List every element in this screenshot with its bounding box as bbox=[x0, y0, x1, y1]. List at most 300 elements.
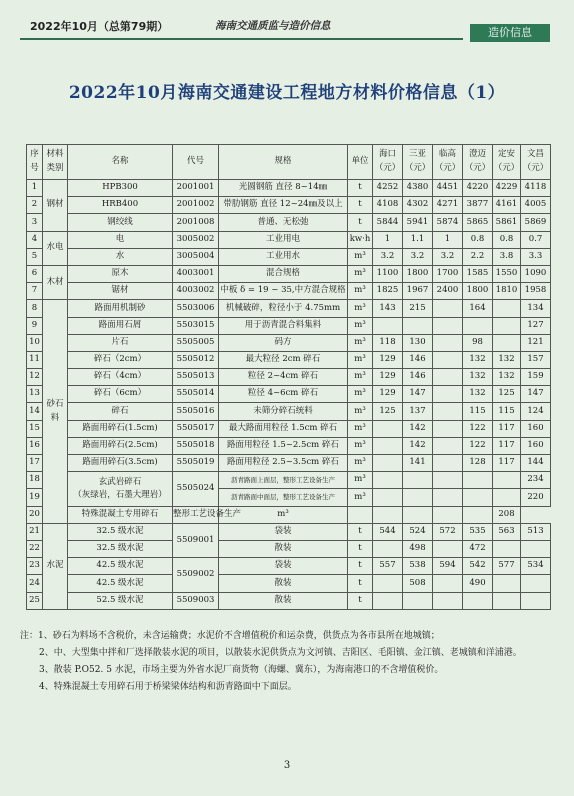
row-unit: m³ bbox=[348, 455, 373, 472]
row-seq: 19 bbox=[27, 489, 43, 506]
row-spec: 沥青路面中面层，整形工艺设备生产 bbox=[219, 489, 348, 506]
price-haikou bbox=[373, 455, 403, 472]
price-haikou: 129 bbox=[373, 386, 403, 403]
price-sanya bbox=[403, 317, 433, 334]
table-row bbox=[27, 506, 551, 523]
row-spec: 最大粒径 2cm 碎石 bbox=[219, 351, 348, 368]
price-dingan: 117 bbox=[493, 455, 521, 472]
price-wenchang: 124 bbox=[521, 403, 551, 420]
row-name: 片石 bbox=[68, 334, 173, 351]
table-row bbox=[27, 231, 551, 248]
row-unit: m³ bbox=[348, 300, 373, 317]
price-chengmai: 115 bbox=[463, 403, 493, 420]
price-wenchang: 121 bbox=[521, 334, 551, 351]
table-row bbox=[27, 197, 551, 214]
price-sanya: 538 bbox=[403, 558, 433, 575]
table-row bbox=[27, 523, 551, 540]
row-spec: 袋装 bbox=[219, 558, 348, 575]
row-unit: m³ bbox=[348, 351, 373, 368]
price-dingan: 5861 bbox=[493, 214, 521, 231]
table-row bbox=[27, 386, 551, 403]
row-seq: 3 bbox=[27, 214, 43, 231]
row-name: 碎石 bbox=[68, 403, 173, 420]
price-sanya: 3.2 bbox=[403, 248, 433, 265]
price-chengmai: 490 bbox=[463, 575, 493, 592]
col-unit: 单位 bbox=[348, 145, 373, 180]
row-code: 2001001 bbox=[173, 180, 219, 197]
price-chengmai: 98 bbox=[463, 334, 493, 351]
price-haikou: 3.2 bbox=[373, 248, 403, 265]
row-name: 路面用石屑 bbox=[68, 317, 173, 334]
table-row bbox=[27, 214, 551, 231]
price-chengmai: 472 bbox=[463, 540, 493, 557]
price-haikou: 1100 bbox=[373, 265, 403, 282]
price-dingan: 117 bbox=[493, 437, 521, 454]
price-lingao bbox=[433, 386, 463, 403]
price-chengmai bbox=[463, 592, 493, 609]
row-name-line2: （灰绿岩，石墨大理岩） bbox=[73, 489, 167, 500]
category-cell: 木材 bbox=[43, 265, 68, 299]
page-header bbox=[0, 0, 574, 42]
row-spec: 用于沥青混合料集料 bbox=[219, 317, 348, 334]
price-lingao bbox=[433, 437, 463, 454]
table-row bbox=[27, 558, 551, 575]
row-spec: 普通、无松弛 bbox=[219, 214, 348, 231]
row-unit: m³ bbox=[348, 369, 373, 386]
price-chengmai: 3877 bbox=[463, 197, 493, 214]
price-wenchang: 157 bbox=[521, 351, 551, 368]
col-haikou: 海口（元） bbox=[373, 145, 403, 180]
section-tag: 造价信息 bbox=[470, 24, 550, 42]
row-spec: 光圆钢筋 直径 8~14㎜ bbox=[219, 180, 348, 197]
row-unit: m³ bbox=[348, 472, 373, 489]
price-chengmai: 164 bbox=[463, 300, 493, 317]
price-dingan: 125 bbox=[493, 386, 521, 403]
row-seq: 9 bbox=[27, 317, 43, 334]
price-haikou bbox=[373, 420, 403, 437]
row-code: 5505018 bbox=[173, 437, 219, 454]
price-lingao bbox=[433, 592, 463, 609]
price-sanya: 141 bbox=[403, 455, 433, 472]
row-spec: 码方 bbox=[219, 334, 348, 351]
price-sanya: 4380 bbox=[403, 180, 433, 197]
row-unit: kw·h bbox=[348, 231, 373, 248]
row-spec: 整形工艺设备生产 bbox=[173, 506, 219, 523]
price-lingao: 4451 bbox=[433, 180, 463, 197]
note-1: 注：1、砂石为料场不含税价，未含运输费；水泥价不含增值税价和运杂费，供货点为各市县所在地城镇； bbox=[20, 631, 440, 641]
row-seq: 12 bbox=[27, 369, 43, 386]
price-wenchang: 127 bbox=[521, 317, 551, 334]
row-seq: 5 bbox=[27, 248, 43, 265]
price-haikou: 129 bbox=[373, 369, 403, 386]
row-spec: 散装 bbox=[219, 575, 348, 592]
price-dingan bbox=[463, 506, 493, 523]
table-row bbox=[27, 575, 551, 592]
price-lingao bbox=[433, 540, 463, 557]
row-unit: m³ bbox=[348, 489, 373, 506]
price-wenchang: 160 bbox=[521, 420, 551, 437]
price-lingao: 594 bbox=[433, 558, 463, 575]
price-wenchang bbox=[521, 592, 551, 609]
row-seq: 24 bbox=[27, 575, 43, 592]
row-spec: 混合规格 bbox=[219, 265, 348, 282]
row-code: 5503006 bbox=[173, 300, 219, 317]
price-chengmai: 2.2 bbox=[463, 248, 493, 265]
row-spec: 粒径 2~4cm 碎石 bbox=[219, 369, 348, 386]
row-code: 5505012 bbox=[173, 351, 219, 368]
price-wenchang: 134 bbox=[521, 300, 551, 317]
row-name: 碎石（4cm） bbox=[68, 369, 173, 386]
row-unit: m³ bbox=[348, 265, 373, 282]
price-dingan bbox=[493, 575, 521, 592]
price-dingan: 1810 bbox=[493, 283, 521, 300]
price-chengmai: 122 bbox=[463, 437, 493, 454]
row-name bbox=[68, 472, 173, 506]
row-name: 32.5 级水泥 bbox=[68, 540, 173, 557]
price-sanya: 146 bbox=[403, 351, 433, 368]
row-seq: 11 bbox=[27, 351, 43, 368]
row-spec: 未筛分碎石统料 bbox=[219, 403, 348, 420]
note-2: 2、中、大型集中拌和厂选择散装水泥的项目，以散装水泥供货点为文河镇、吉阳区、毛阳镇、金江镇、老城镇和洋浦港。 bbox=[39, 648, 522, 658]
row-code: 5509001 bbox=[173, 523, 219, 557]
price-wenchang: 1958 bbox=[521, 283, 551, 300]
publication-name: 海南交通质监与造价信息 bbox=[215, 20, 331, 32]
notes bbox=[20, 628, 554, 696]
row-code: 3005002 bbox=[173, 231, 219, 248]
row-seq: 22 bbox=[27, 540, 43, 557]
table-row bbox=[27, 592, 551, 609]
row-spec: 散装 bbox=[219, 592, 348, 609]
page-number: 3 bbox=[283, 760, 291, 771]
row-name: 路面用碎石(3.5cm) bbox=[68, 455, 173, 472]
price-sanya: 524 bbox=[403, 523, 433, 540]
note-3: 3、散装 P.O52. 5 水泥，市场主要为外省水泥厂商货物（海螺、冀东），为海南港口的不含增值税价。 bbox=[39, 665, 444, 675]
col-chengmai: 澄迈（元） bbox=[463, 145, 493, 180]
price-sanya: 137 bbox=[403, 403, 433, 420]
price-lingao bbox=[433, 351, 463, 368]
price-sanya: 130 bbox=[403, 334, 433, 351]
table-row bbox=[27, 403, 551, 420]
row-seq: 14 bbox=[27, 403, 43, 420]
row-name: 电 bbox=[68, 231, 173, 248]
row-seq: 13 bbox=[27, 386, 43, 403]
price-wenchang bbox=[521, 540, 551, 557]
price-dingan bbox=[493, 472, 521, 489]
price-table bbox=[26, 144, 551, 610]
row-seq: 8 bbox=[27, 300, 43, 317]
row-name: 特殊混凝土专用碎石 bbox=[68, 506, 173, 523]
row-unit: t bbox=[348, 540, 373, 557]
row-seq: 10 bbox=[27, 334, 43, 351]
price-sanya bbox=[373, 506, 403, 523]
price-chengmai bbox=[463, 472, 493, 489]
price-haikou: 1825 bbox=[373, 283, 403, 300]
price-wenchang: 159 bbox=[521, 369, 551, 386]
row-spec: 带肋钢筋 直径 12~24㎜及以上 bbox=[219, 197, 348, 214]
price-dingan bbox=[493, 334, 521, 351]
row-code: 5505016 bbox=[173, 403, 219, 420]
col-seq: 序号 bbox=[27, 145, 43, 180]
row-spec: 路面用粒径 1.5~2.5cm 碎石 bbox=[219, 437, 348, 454]
table-row bbox=[27, 437, 551, 454]
price-lingao: 4271 bbox=[433, 197, 463, 214]
row-seq: 18 bbox=[27, 472, 43, 489]
price-chengmai bbox=[463, 317, 493, 334]
row-name: 42.5 级水泥 bbox=[68, 575, 173, 592]
row-name: 水 bbox=[68, 248, 173, 265]
price-haikou: 125 bbox=[373, 403, 403, 420]
price-wenchang: 234 bbox=[521, 472, 551, 489]
price-lingao bbox=[433, 403, 463, 420]
row-name: 路面用碎石(2.5cm) bbox=[68, 437, 173, 454]
price-dingan: 563 bbox=[493, 523, 521, 540]
price-dingan: 117 bbox=[493, 420, 521, 437]
row-name: 42.5 级水泥 bbox=[68, 558, 173, 575]
row-spec: 最大路面用粒径 1.5cm 碎石 bbox=[219, 420, 348, 437]
price-chengmai: 5865 bbox=[463, 214, 493, 231]
row-spec: 沥青路面上面层，整形工艺设备生产 bbox=[219, 472, 348, 489]
price-sanya: 1.1 bbox=[403, 231, 433, 248]
price-haikou: 129 bbox=[373, 351, 403, 368]
row-code: 5505005 bbox=[173, 334, 219, 351]
col-dingan: 定安（元） bbox=[493, 145, 521, 180]
price-sanya: 146 bbox=[403, 369, 433, 386]
price-dingan bbox=[493, 300, 521, 317]
price-chengmai: 122 bbox=[463, 420, 493, 437]
header-rule bbox=[20, 38, 463, 40]
price-wenchang: 3.3 bbox=[521, 248, 551, 265]
table-row bbox=[27, 351, 551, 368]
row-code: 2001008 bbox=[173, 214, 219, 231]
price-haikou: 118 bbox=[373, 334, 403, 351]
row-seq: 7 bbox=[27, 283, 43, 300]
row-seq: 20 bbox=[27, 506, 43, 523]
category-cell: 水泥 bbox=[43, 523, 68, 609]
col-wenchang: 文昌（元） bbox=[521, 145, 551, 180]
price-wenchang: 0.7 bbox=[521, 231, 551, 248]
price-wenchang: 208 bbox=[493, 506, 521, 523]
row-unit: t bbox=[348, 214, 373, 231]
price-sanya bbox=[403, 472, 433, 489]
price-dingan bbox=[493, 540, 521, 557]
price-lingao bbox=[433, 455, 463, 472]
row-spec: 路面用粒径 2.5~3.5cm 碎石 bbox=[219, 455, 348, 472]
price-wenchang: 147 bbox=[521, 386, 551, 403]
row-code: 5509003 bbox=[173, 592, 219, 609]
price-wenchang: 513 bbox=[521, 523, 551, 540]
price-haikou bbox=[373, 489, 403, 506]
price-haikou bbox=[373, 575, 403, 592]
price-sanya: 4302 bbox=[403, 197, 433, 214]
col-category: 材料类别 bbox=[43, 145, 68, 180]
col-lingao: 临高（元） bbox=[433, 145, 463, 180]
price-dingan bbox=[493, 317, 521, 334]
row-code: 3005004 bbox=[173, 248, 219, 265]
price-haikou: 143 bbox=[373, 300, 403, 317]
price-chengmai: 132 bbox=[463, 386, 493, 403]
row-code: 5509002 bbox=[173, 558, 219, 592]
row-name: HRB400 bbox=[68, 197, 173, 214]
price-sanya: 498 bbox=[403, 540, 433, 557]
price-chengmai: 128 bbox=[463, 455, 493, 472]
price-sanya bbox=[403, 489, 433, 506]
row-code: 5505017 bbox=[173, 420, 219, 437]
price-chengmai: 1585 bbox=[463, 265, 493, 282]
price-haikou: 5844 bbox=[373, 214, 403, 231]
row-seq: 15 bbox=[27, 420, 43, 437]
price-haikou bbox=[373, 592, 403, 609]
row-unit: m³ bbox=[348, 334, 373, 351]
table-row bbox=[27, 540, 551, 557]
price-lingao: 1700 bbox=[433, 265, 463, 282]
note-4: 4、特殊混凝土专用碎石用于桥梁梁体结构和沥青路面中下面层。 bbox=[39, 682, 297, 692]
row-unit: t bbox=[348, 197, 373, 214]
price-wenchang bbox=[521, 575, 551, 592]
row-seq: 4 bbox=[27, 231, 43, 248]
price-haikou bbox=[373, 472, 403, 489]
row-unit: t bbox=[348, 592, 373, 609]
row-code: 4003002 bbox=[173, 283, 219, 300]
row-name-line1: 玄武岩碎石 bbox=[98, 477, 142, 488]
table-row bbox=[27, 180, 551, 197]
price-haikou: 544 bbox=[373, 523, 403, 540]
price-chengmai bbox=[433, 506, 463, 523]
price-dingan: 1550 bbox=[493, 265, 521, 282]
category-cell: 砂石料 bbox=[43, 300, 68, 523]
col-spec: 规格 bbox=[219, 145, 348, 180]
row-unit: m³ bbox=[219, 506, 348, 523]
price-wenchang: 1090 bbox=[521, 265, 551, 282]
price-wenchang: 5869 bbox=[521, 214, 551, 231]
price-chengmai: 132 bbox=[463, 351, 493, 368]
row-seq: 6 bbox=[27, 265, 43, 282]
price-lingao bbox=[433, 300, 463, 317]
row-seq: 17 bbox=[27, 455, 43, 472]
col-sanya: 三亚（元） bbox=[403, 145, 433, 180]
row-spec: 袋装 bbox=[219, 523, 348, 540]
row-spec: 工业用水 bbox=[219, 248, 348, 265]
table-row bbox=[27, 334, 551, 351]
price-dingan: 577 bbox=[493, 558, 521, 575]
price-lingao: 1 bbox=[433, 231, 463, 248]
price-dingan: 3.8 bbox=[493, 248, 521, 265]
table-row bbox=[27, 420, 551, 437]
price-wenchang: 144 bbox=[521, 455, 551, 472]
row-seq: 25 bbox=[27, 592, 43, 609]
row-seq: 23 bbox=[27, 558, 43, 575]
price-dingan: 132 bbox=[493, 369, 521, 386]
row-name: 52.5 级水泥 bbox=[68, 592, 173, 609]
table-row bbox=[27, 455, 551, 472]
price-wenchang: 4005 bbox=[521, 197, 551, 214]
price-haikou: 1 bbox=[373, 231, 403, 248]
col-name: 名称 bbox=[68, 145, 173, 180]
price-dingan bbox=[493, 489, 521, 506]
row-seq: 1 bbox=[27, 180, 43, 197]
row-code: 2001002 bbox=[173, 197, 219, 214]
table-row bbox=[27, 317, 551, 334]
table-row bbox=[27, 265, 551, 282]
price-lingao bbox=[433, 489, 463, 506]
price-lingao: 5874 bbox=[433, 214, 463, 231]
table-row bbox=[27, 300, 551, 317]
row-unit: m³ bbox=[348, 283, 373, 300]
row-spec: 粒径 4~6cm 碎石 bbox=[219, 386, 348, 403]
price-wenchang: 220 bbox=[521, 489, 551, 506]
price-dingan: 4229 bbox=[493, 180, 521, 197]
price-wenchang: 160 bbox=[521, 437, 551, 454]
price-chengmai bbox=[463, 489, 493, 506]
price-haikou: 557 bbox=[373, 558, 403, 575]
row-name: HPB300 bbox=[68, 180, 173, 197]
price-chengmai: 132 bbox=[463, 369, 493, 386]
price-lingao: 2400 bbox=[433, 283, 463, 300]
row-code: 5505013 bbox=[173, 369, 219, 386]
category-cell: 水电 bbox=[43, 231, 68, 265]
row-unit: t bbox=[348, 558, 373, 575]
price-dingan: 115 bbox=[493, 403, 521, 420]
price-chengmai: 535 bbox=[463, 523, 493, 540]
price-sanya: 508 bbox=[403, 575, 433, 592]
price-dingan bbox=[493, 592, 521, 609]
price-chengmai: 542 bbox=[463, 558, 493, 575]
row-name: 碎石（6cm） bbox=[68, 386, 173, 403]
price-haikou bbox=[373, 437, 403, 454]
row-code: 5503015 bbox=[173, 317, 219, 334]
row-spec: 中板 δ = 19 ~ 35,中方混合规格 bbox=[219, 283, 348, 300]
row-unit: m³ bbox=[348, 403, 373, 420]
row-unit: t bbox=[348, 180, 373, 197]
category-cell: 钢材 bbox=[43, 180, 68, 232]
row-name: 锯材 bbox=[68, 283, 173, 300]
row-name: 32.5 级水泥 bbox=[68, 523, 173, 540]
table-row bbox=[27, 283, 551, 300]
price-haikou: 4108 bbox=[373, 197, 403, 214]
row-unit: m³ bbox=[348, 437, 373, 454]
price-haikou: 4252 bbox=[373, 180, 403, 197]
table-row bbox=[27, 369, 551, 386]
row-spec: 机械破碎，粒径小于 4.75mm bbox=[219, 300, 348, 317]
row-unit: m³ bbox=[348, 248, 373, 265]
price-haikou bbox=[373, 540, 403, 557]
row-unit: t bbox=[348, 523, 373, 540]
row-spec: 散装 bbox=[219, 540, 348, 557]
price-lingao bbox=[433, 472, 463, 489]
price-chengmai: 1800 bbox=[463, 283, 493, 300]
price-sanya bbox=[403, 592, 433, 609]
row-name: 路面用碎石(1.5cm) bbox=[68, 420, 173, 437]
price-sanya: 215 bbox=[403, 300, 433, 317]
row-code: 5505014 bbox=[173, 386, 219, 403]
row-unit: m³ bbox=[348, 386, 373, 403]
price-lingao: 572 bbox=[433, 523, 463, 540]
row-seq: 16 bbox=[27, 437, 43, 454]
row-spec: 工业用电 bbox=[219, 231, 348, 248]
price-sanya: 142 bbox=[403, 437, 433, 454]
price-lingao bbox=[433, 317, 463, 334]
price-sanya: 5941 bbox=[403, 214, 433, 231]
price-lingao bbox=[433, 420, 463, 437]
row-unit: m³ bbox=[348, 420, 373, 437]
price-chengmai: 4220 bbox=[463, 180, 493, 197]
table-row bbox=[27, 248, 551, 265]
price-haikou bbox=[373, 317, 403, 334]
col-code: 代号 bbox=[173, 145, 219, 180]
price-lingao bbox=[433, 369, 463, 386]
row-code: 5505024 bbox=[173, 472, 219, 506]
row-name: 钢绞线 bbox=[68, 214, 173, 231]
page-title: 2022年10月海南交通建设工程地方材料价格信息（1） bbox=[68, 83, 506, 103]
